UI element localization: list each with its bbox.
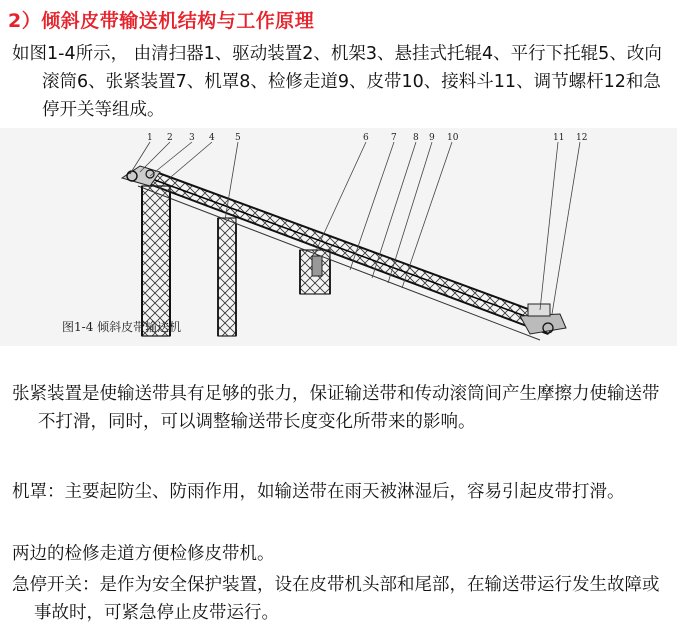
conveyor-truss — [128, 168, 558, 340]
callout-10: 10 — [447, 133, 459, 143]
callout-12: 12 — [576, 133, 588, 143]
support-tower-middle — [218, 218, 236, 336]
callout-8: 8 — [413, 133, 419, 143]
callout-7: 7 — [391, 133, 397, 143]
callout-2: 2 — [167, 133, 173, 143]
callout-1: 1 — [147, 133, 153, 143]
callout-3: 3 — [189, 133, 195, 143]
walkway-paragraph: 两边的检修走道方便检修皮带机。 — [12, 544, 275, 564]
callout-5: 5 — [235, 133, 241, 143]
support-tower-left — [142, 186, 170, 336]
callout-6: 6 — [363, 133, 369, 143]
callout-leaders — [130, 142, 580, 314]
inclined-belt-conveyor-drawing — [0, 128, 677, 346]
cover-paragraph: 机罩：主要起防尘、防雨作用，如输送带在雨天被淋湿后，容易引起皮带打滑。 — [12, 482, 625, 502]
callout-11: 11 — [553, 133, 565, 143]
tension-device-paragraph: 张紧装置是使输送带具有足够的张力，保证输送带和传动滚筒间产生摩擦力使输送带不打滑，同时，可以调整输送带长度变化所带来的影响。 — [12, 384, 660, 432]
intro-paragraph: 如图1-4所示， 由清扫器1、驱动装置2、机架3、悬挂式托辊4、平行下托辊5、改向滚筒6、张紧装置7、机罩8、检修走道9、皮带10、接料斗11、调节螺杆12和急停开关等组成。 — [12, 44, 662, 120]
emergency-stop-paragraph: 急停开关：是作为安全保护装置，设在皮带机头部和尾部，在输送带运行发生故障或事故时，可紧急停止皮带运行。 — [12, 575, 660, 623]
callout-4: 4 — [209, 133, 215, 143]
callout-9: 9 — [429, 133, 435, 143]
figure-caption: 图1-4 倾斜皮带输送机 — [62, 320, 182, 334]
callout-numbers — [147, 133, 587, 143]
conveyor-figure — [0, 128, 677, 346]
support-frame-right — [300, 250, 330, 294]
section-heading: 2）倾斜皮带输送机结构与工作原理 — [8, 10, 315, 32]
